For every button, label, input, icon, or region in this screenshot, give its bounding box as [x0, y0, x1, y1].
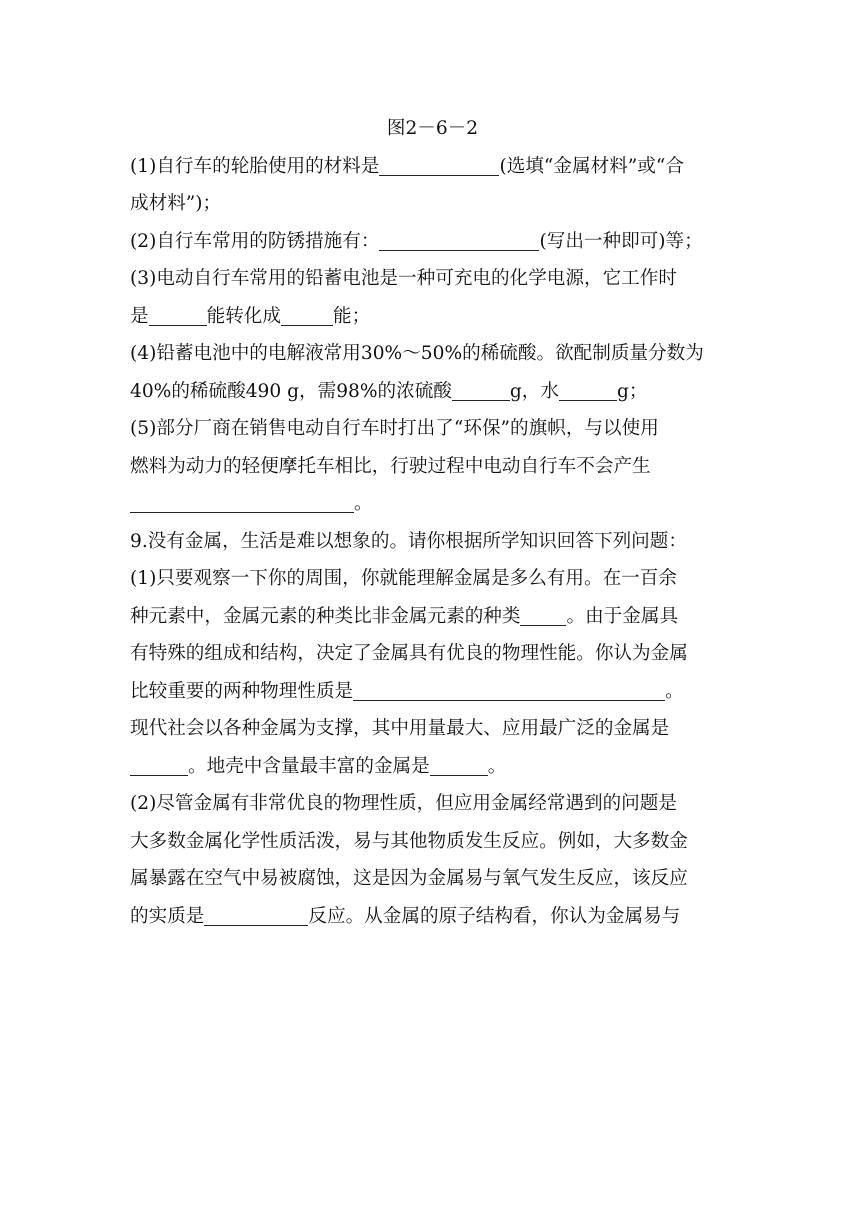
q8-part5-line2: 燃料为动力的轻便摩托车相比，行驶过程中电动自行车不会产生	[130, 455, 651, 477]
q9-part1-line3: 有特殊的组成和结构，决定了金属具有优良的物理性能。你认为金属	[130, 643, 688, 664]
answer-blank-element-count[interactable]	[520, 605, 566, 626]
q8-part5-line3: 。	[130, 485, 735, 523]
q9-part1-line6: 。地壳中含量最丰富的金属是 。	[130, 748, 735, 786]
q8-part1-line2: 成材料”)；	[130, 193, 222, 214]
answer-blank-energy-to[interactable]	[281, 305, 333, 326]
q9-part2-line2: 大多数金属化学性质活泼，易与其他物质发生反应。例如，大多数金	[130, 830, 688, 852]
q9-part1-line1: (1)只要观察一下你的周围，你就能理解金属是多么有用。在一百余	[130, 568, 677, 589]
q9-part2-line4: 的实质是 反应。从金属的原子结构看，你认为金属易与	[130, 905, 681, 927]
answer-blank-most-abundant-metal[interactable]	[430, 755, 488, 776]
q8-part5-line1: (5)部分厂商在销售电动自行车时打出了“环保”的旗帜，与以使用	[130, 418, 659, 439]
answer-blank-rust-prevention[interactable]	[379, 230, 539, 251]
q9-title: 9.没有金属，生活是难以想象的。请你根据所学知识回答下列问题：	[130, 530, 687, 552]
answer-blank-energy-from[interactable]	[149, 305, 207, 326]
answer-blank-physical-properties[interactable]	[353, 680, 665, 701]
q8-part2-line: (2)自行车常用的防锈措施有： (写出一种即可)等；	[130, 230, 703, 252]
answer-blank-most-used-metal[interactable]	[130, 755, 188, 776]
q8-part4-line1: (4)铅蓄电池中的电解液常用30%～50%的稀硫酸。欲配制质量分数为	[130, 343, 704, 364]
figure-caption: 图2－6－2	[386, 118, 479, 139]
document-page	[130, 110, 735, 935]
answer-blank-water-mass[interactable]	[559, 380, 617, 401]
q8-part1-line1: (1)自行车的轮胎使用的材料是 (选填“金属材料”或“合	[130, 155, 684, 177]
answer-blank-tire-material[interactable]	[379, 155, 499, 176]
answer-blank-reaction-type[interactable]	[204, 905, 308, 926]
q9-part2-line1: (2)尽管金属有非常优良的物理性质，但应用金属经常遇到的问题是	[130, 793, 677, 814]
q8-part4-line2: 40%的稀硫酸490 g，需98%的浓硫酸 g，水 g；	[130, 380, 648, 402]
answer-blank-acid-mass[interactable]	[452, 380, 510, 401]
answer-blank-no-pollution[interactable]	[130, 493, 354, 514]
q9-part1-line4: 比较重要的两种物理性质是 。	[130, 680, 684, 702]
q8-part3-line2: 是 能转化成 能；	[130, 305, 371, 327]
q9-part2-line3: 属暴露在空气中易被腐蚀，这是因为金属易与氧气发生反应，该反应	[130, 868, 688, 889]
q8-part3-line1: (3)电动自行车常用的铅蓄电池是一种可充电的化学电源，它工作时	[130, 268, 677, 289]
q9-part1-line2: 种元素中，金属元素的种类比非金属元素的种类 。由于金属具	[130, 605, 679, 627]
q9-part1-line5: 现代社会以各种金属为支撑，其中用量最大、应用最广泛的金属是	[130, 718, 670, 739]
